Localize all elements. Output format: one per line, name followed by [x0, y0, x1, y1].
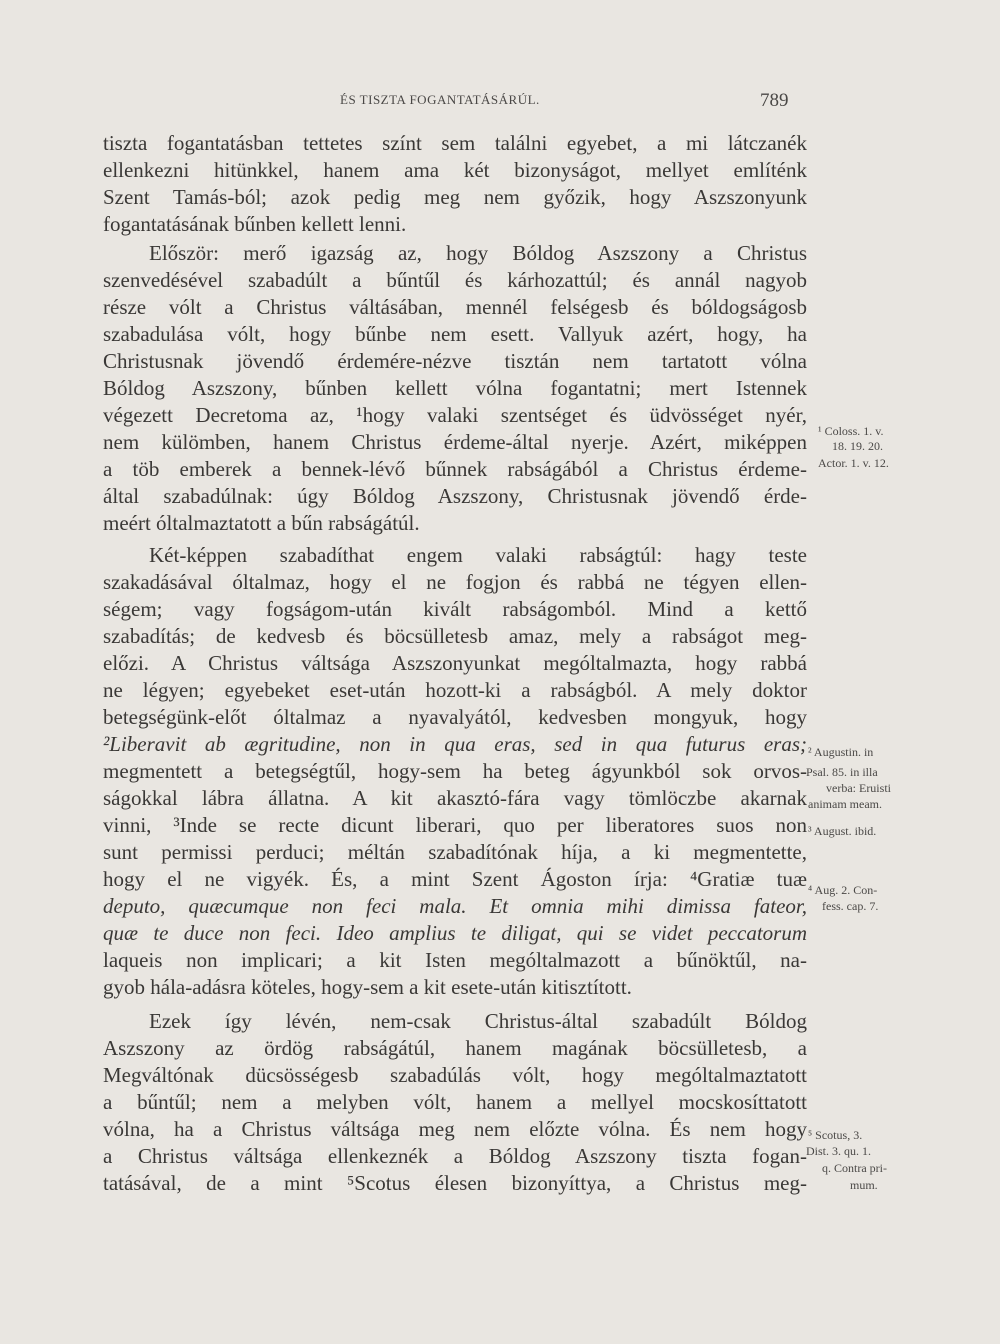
text-line: végezett Decretoma az, ¹hogy valaki szentséget és üdvösséget nyér,	[103, 403, 807, 427]
text-line: tatásával, de a mint ⁵Scotus élesen bizonyíttya, a Christus meg-	[103, 1171, 807, 1195]
text-line: szabadulása vólt, hogy bűnbe nem esett. Vallyuk azért, hogy, ha	[103, 322, 807, 346]
text-line: által szabadúlnak: úgy Bóldog Aszszony, Christusnak jövendő érde-	[103, 484, 807, 508]
margin-note: Actor. 1. v. 12.	[818, 456, 889, 470]
text-line: szenvedésével szabadúlt a bűntűl és kárhozattúl; és annál nagyob	[103, 268, 807, 292]
page-number: 789	[760, 90, 789, 111]
margin-note: Psal. 85. in illa	[806, 765, 878, 779]
text-line: megmentett a betegségtűl, hogy-sem ha beteg ágyunkból sok orvos-	[103, 759, 807, 783]
text-line: ellenkezni hitünkkel, hanem ama két bizonyságot, mellyet említénk	[103, 158, 807, 182]
text-line: Ezek így lévén, nem-csak Christus-által szabadúlt Bóldog	[149, 1009, 807, 1033]
text-line: nem külömben, hanem Christus érdeme-által nyerje. Azért, miképpen	[103, 430, 807, 454]
text-line: laqueis non implicari; a kit Isten mególtalmazott a bűnöktűl, na-	[103, 948, 807, 972]
margin-note: verba: Eruisti	[826, 781, 891, 795]
text-line: sunt permissi perduci; méltán szabadítónak híja, a ki megmentette,	[103, 840, 807, 864]
margin-note: 18. 19. 20.	[832, 439, 883, 453]
text-line: vólna, ha a Christus váltsága meg nem előzte vólna. És nem hogy	[103, 1117, 807, 1141]
margin-note: Dist. 3. qu. 1.	[806, 1144, 872, 1158]
text-line: előzi. A Christus váltsága Aszszonyunkat mególtalmazta, hogy rabbá	[103, 651, 807, 675]
text-line: a bűntűl; nem a melyben vólt, hanem a mellyel mocskosíttatott	[103, 1090, 807, 1114]
text-line: Aszszony az ördög rabságátúl, hanem magának böcsülletesb, a	[103, 1036, 807, 1060]
text-line: quæ te duce non feci. Ideo amplius te diligat, qui se videt peccatorum	[103, 921, 807, 945]
text-line: tiszta fogantatásban tettetes színt sem találni egyebet, a mi látczanék	[103, 131, 807, 155]
text-line: ságokkal lábra állatna. A kit akasztó-fára vagy tömlöczbe akarnak	[103, 786, 807, 810]
text-line: Szent Tamás-ból; azok pedig meg nem győzik, hogy Aszszonyunk	[103, 185, 807, 209]
text-line: ségem; vagy fogságom-után kivált rabságomból. Mind a kettő	[103, 597, 807, 621]
text-line: a töb emberek a bennek-lévő bűnnek rabságából a Christus érdeme-	[103, 457, 807, 481]
margin-note: animam meam.	[808, 797, 882, 811]
margin-note: ⁵ Scotus, 3.	[808, 1128, 863, 1142]
text-line: Christusnak jövendő érdemére-nézve tisztán nem tartatott vólna	[103, 349, 807, 373]
text-line: Megváltónak dücsösségesb szabadúlás vólt, hogy mególtalmaztatott	[103, 1063, 807, 1087]
text-line: hogy el ne vigyék. És, a mint Szent Ágoston írja: ⁴Gratiæ tuæ	[103, 867, 807, 891]
text-line: szabadítás; de kedvesb és böcsülletesb amaz, mely a rabságot meg-	[103, 624, 807, 648]
text-line: fogantatásának bűnben kellett lenni.	[103, 212, 407, 236]
text-line: meért óltalmaztatott a bűn rabságátúl.	[103, 511, 420, 535]
text-line: Először: merő igazság az, hogy Bóldog Aszszony a Christus	[149, 241, 807, 265]
text-line: ne légyen; egyebeket eset-után hozott-ki a rabságból. A mely doktor	[103, 678, 807, 702]
margin-note: ³ August. ibid.	[808, 824, 877, 838]
text-line: vinni, ³Inde se recte dicunt liberari, quo per liberatores suos non	[103, 813, 807, 837]
text-line: ²Liberavit ab ægritudine, non in qua eras, sed in qua futurus eras;	[103, 732, 807, 756]
margin-note: ¹ Coloss. 1. v.	[818, 424, 884, 438]
margin-note: mum.	[850, 1178, 878, 1192]
running-head: ÉS TISZTA FOGANTATÁSÁRÚL.	[340, 92, 540, 107]
text-line: deputo, quæcumque non feci mala. Et omnia mihi dimissa fateor,	[103, 894, 807, 918]
margin-note: fess. cap. 7.	[822, 899, 879, 913]
text-line: gyob hála-adásra köteles, hogy-sem a kit esete-után kitisztított.	[103, 975, 632, 999]
text-line: Bóldog Aszszony, bűnben kellett vólna fogantatni; mert Istennek	[103, 376, 807, 400]
margin-note: ⁴ Aug. 2. Con-	[808, 883, 878, 897]
margin-note: ² Augustin. in	[808, 745, 874, 759]
text-line: Két-képpen szabadíthat engem valaki rabságtúl: hagy teste	[149, 543, 807, 567]
text-line: betegségünk-előt óltalmaz a nyavalyától, kedvesben mongyuk, hogy	[103, 705, 807, 729]
text-line: szakadásával óltalmaz, hogy el ne fogjon és rabbá ne tégyen ellen-	[103, 570, 807, 594]
margin-note: q. Contra pri-	[822, 1161, 887, 1175]
text-line: a Christus váltsága ellenkeznék a Bóldog Aszszony tiszta fogan-	[103, 1144, 807, 1168]
text-line: része vólt a Christus váltásában, mennél felségesb és bóldogságosb	[103, 295, 807, 319]
